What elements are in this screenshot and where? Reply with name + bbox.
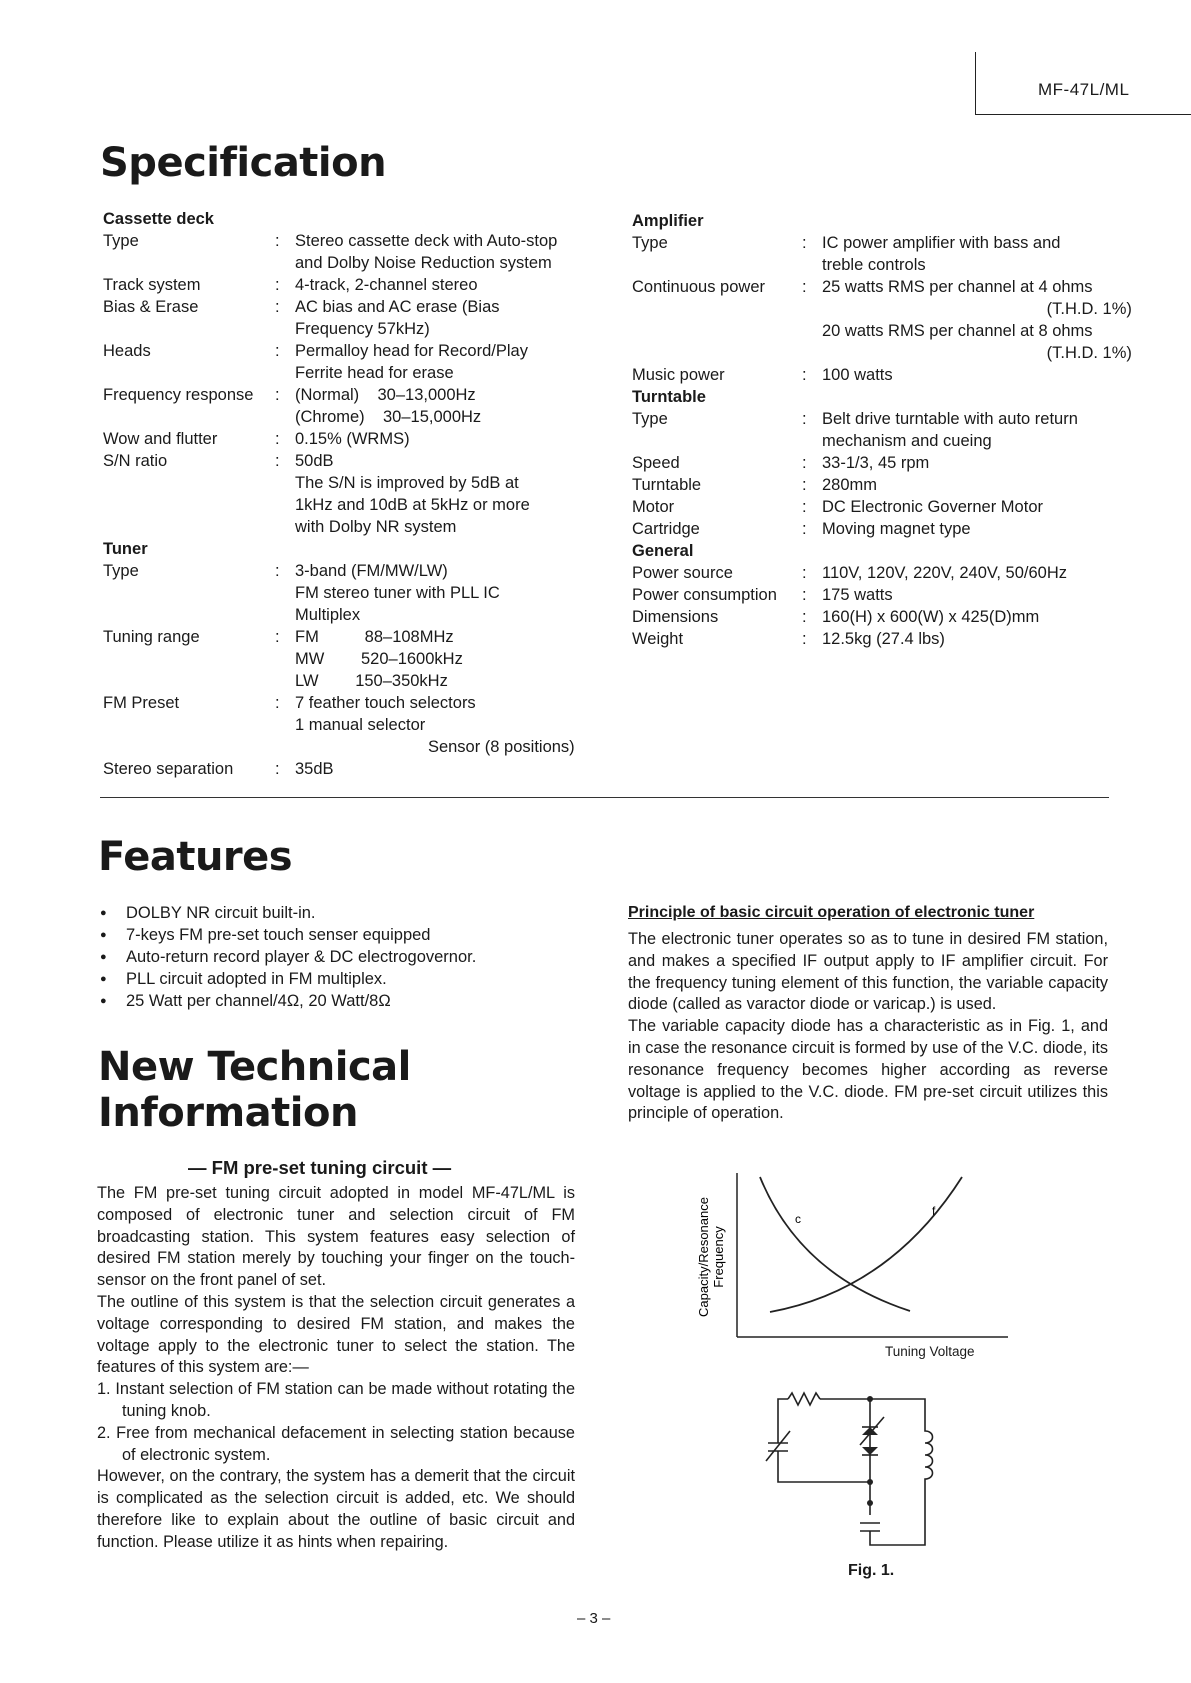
spec-section-heading — [632, 540, 1132, 562]
spec-colon: : — [802, 630, 807, 648]
spec-value-line: 100 watts — [822, 366, 893, 384]
model-number: MF-47L/ML — [1038, 80, 1130, 99]
tuning-circuit-schematic — [760, 1385, 960, 1555]
junction — [867, 1500, 873, 1506]
spec-value-line: (T.H.D. 1%) — [822, 300, 1132, 318]
y-axis-label-1: Capacity/Resonance — [696, 1197, 711, 1317]
spec-row — [632, 518, 1132, 540]
spec-value — [295, 626, 463, 692]
spec-value-line: (T.H.D. 1%) — [822, 344, 1132, 362]
principle-title: Principle of basic circuit operation of electronic tuner — [628, 904, 1035, 921]
fm-list-item: 2. Free from mechanical defacement in selecting station because of electronic system. — [97, 1423, 575, 1464]
spec-value-line: (Normal) 30–13,000Hz — [295, 386, 476, 404]
feature-item: ● Auto-return record player & DC electrogovernor. — [100, 946, 620, 968]
spec-value — [822, 606, 1039, 628]
spec-value-line: FM 88–108MHz — [295, 628, 454, 646]
spec-label: Turntable — [632, 476, 702, 494]
features-title: Features — [98, 834, 293, 880]
spec-value-line: 1 manual selector — [295, 716, 426, 734]
spec-label: FM Preset — [103, 694, 180, 712]
spec-row — [103, 560, 603, 626]
spec-value — [822, 584, 893, 606]
spec-value-line: 33-1/3, 45 rpm — [822, 454, 930, 472]
section-divider — [100, 797, 1109, 798]
spec-value-line: LW 150–350kHz — [295, 672, 448, 690]
spec-value-line: Stereo cassette deck with Auto-stop — [295, 232, 558, 250]
spec-value — [822, 408, 1078, 452]
diode-bottom — [862, 1447, 878, 1455]
spec-colon: : — [802, 366, 807, 384]
title-line-2: Information — [98, 1090, 358, 1136]
spec-value-line: 0.15% (WRMS) — [295, 430, 410, 448]
spec-label: Cassette deck — [103, 210, 214, 228]
spec-row — [103, 274, 603, 296]
spec-colon: : — [275, 232, 280, 250]
spec-label: Music power — [632, 366, 725, 384]
spec-colon: : — [275, 342, 280, 360]
spec-colon: : — [802, 608, 807, 626]
wire — [778, 1451, 870, 1482]
spec-label: General — [632, 542, 694, 560]
spec-right-column — [632, 210, 1132, 650]
spec-colon: : — [802, 278, 807, 296]
page-number: – 3 – — [577, 1610, 611, 1627]
spec-row — [632, 232, 1132, 276]
fm-paragraph: The FM pre-set tuning circuit adopted in model MF-47L/ML is composed of electronic tuner and selection circuit of FM broadcasting station. This system features easy selection of desired FM station merely by touching your finger on the touch-sensor on the front panel of set. — [97, 1184, 575, 1290]
spec-value-line: 4-track, 2-channel stereo — [295, 276, 478, 294]
new-technical-information-title — [98, 1044, 411, 1136]
spec-label: Track system — [103, 276, 201, 294]
spec-row — [103, 428, 603, 450]
spec-label: Type — [103, 562, 139, 580]
spec-value — [295, 230, 557, 274]
feature-item: ● PLL circuit adopted in FM multiplex. — [100, 968, 620, 990]
diode-top — [862, 1427, 878, 1435]
resistor — [788, 1393, 820, 1405]
spec-label: Tuner — [103, 540, 148, 558]
spec-row — [103, 626, 603, 692]
principle-paragraph: The variable capacity diode has a characteristic as in Fig. 1, and in case the resonance circuit is formed by use of the V.C. diode, its resonance frequency becomes higher according as reverse voltage is applied to the V.C. diode. FM pre-set circuit utilizes this principle of operation. — [628, 1017, 1108, 1123]
spec-row — [103, 296, 603, 340]
spec-colon: : — [802, 498, 807, 516]
spec-value — [295, 428, 410, 450]
spec-value — [295, 450, 530, 538]
spec-row — [103, 230, 603, 274]
fm-paragraph: The outline of this system is that the selection circuit generates a voltage corresponding to desired FM station, and makes the voltage apply to the electronic tuner to select the station. The features of this system are:— — [97, 1292, 575, 1377]
spec-value-line: and Dolby Noise Reduction system — [295, 254, 552, 272]
spec-row — [632, 474, 1132, 496]
spec-row — [632, 408, 1132, 452]
spec-value — [822, 276, 1132, 364]
spec-value-line: The S/N is improved by 5dB at — [295, 474, 519, 492]
spec-value-line: Moving magnet type — [822, 520, 971, 538]
fm-preset-subtitle: — FM pre-set tuning circuit — — [188, 1157, 452, 1178]
spec-label: Cartridge — [632, 520, 700, 538]
spec-colon: : — [802, 586, 807, 604]
spec-label: Continuous power — [632, 278, 765, 296]
spec-value-line: DC Electronic Governer Motor — [822, 498, 1043, 516]
spec-label: Frequency response — [103, 386, 254, 404]
spec-label: Weight — [632, 630, 684, 648]
spec-label: Motor — [632, 498, 675, 516]
spec-section-heading — [632, 386, 1132, 408]
spec-value-line: AC bias and AC erase (Bias — [295, 298, 500, 316]
specification-title: Specification — [100, 140, 387, 186]
wire — [820, 1399, 925, 1425]
spec-value-line: IC power amplifier with bass and — [822, 234, 1061, 252]
curve-f-label: f — [932, 1204, 936, 1218]
spec-row — [632, 584, 1132, 606]
spec-value — [822, 496, 1043, 518]
principle-paragraph: The electronic tuner operates so as to tune in desired FM station, and makes a specified IF output apply to IF amplifier circuit. For the frequency tuning element of this function, the variable capacity diode (called as varactor diode or varicap.) is used. — [628, 930, 1108, 1014]
spec-value-line: 3-band (FM/MW/LW) — [295, 562, 448, 580]
spec-row — [632, 364, 1132, 386]
spec-label: Amplifier — [632, 212, 704, 230]
spec-section-heading — [632, 210, 1132, 232]
spec-value-line: 50dB — [295, 452, 334, 470]
spec-value — [295, 560, 500, 626]
spec-label: S/N ratio — [103, 452, 168, 470]
spec-section-heading — [103, 208, 603, 230]
feature-item: ● 7-keys FM pre-set touch senser equipped — [100, 924, 620, 946]
spec-value-line: 20 watts RMS per channel at 8 ohms — [822, 322, 1093, 340]
junction — [867, 1479, 873, 1485]
spec-row — [103, 450, 603, 538]
spec-section-heading — [103, 538, 603, 560]
spec-label: Heads — [103, 342, 151, 360]
title-line-1: New Technical — [98, 1044, 411, 1090]
spec-value-line: 25 watts RMS per channel at 4 ohms — [822, 278, 1093, 296]
spec-colon: : — [275, 760, 280, 778]
spec-label: Speed — [632, 454, 680, 472]
capacitor — [860, 1523, 880, 1531]
spec-value — [822, 232, 1060, 276]
spec-label: Wow and flutter — [103, 430, 218, 448]
spec-row — [103, 692, 603, 758]
spec-value-line: 7 feather touch selectors — [295, 694, 476, 712]
wire — [870, 1485, 925, 1545]
spec-label: Dimensions — [632, 608, 719, 626]
spec-value — [822, 452, 929, 474]
spec-value-line: 12.5kg (27.4 lbs) — [822, 630, 945, 648]
spec-row — [103, 384, 603, 428]
inductor — [925, 1425, 933, 1485]
principle-text — [628, 929, 1108, 1125]
spec-label: Tuning range — [103, 628, 200, 646]
features-list — [100, 902, 620, 1012]
spec-colon: : — [275, 694, 280, 712]
spec-colon: : — [802, 476, 807, 494]
spec-row — [632, 276, 1132, 364]
spec-row — [632, 606, 1132, 628]
spec-row — [632, 562, 1132, 584]
feature-item: ● 25 Watt per channel/4Ω, 20 Watt/8Ω — [100, 990, 620, 1012]
spec-value-line: MW 520–1600kHz — [295, 650, 463, 668]
spec-value-line: (Chrome) 30–15,000Hz — [295, 408, 482, 426]
y-axis-label-2: Frequency — [711, 1226, 726, 1288]
spec-row — [632, 628, 1132, 650]
spec-colon: : — [802, 410, 807, 428]
feature-item: ● DOLBY NR circuit built-in. — [100, 902, 620, 924]
spec-value-line: Sensor (8 positions) — [295, 738, 575, 756]
spec-value-line: FM stereo tuner with PLL IC — [295, 584, 500, 602]
fm-list-item: 1. Instant selection of FM station can be made without rotating the tuning knob. — [97, 1380, 575, 1420]
spec-row — [103, 340, 603, 384]
spec-value — [295, 340, 528, 384]
spec-label: Bias & Erase — [103, 298, 199, 316]
spec-colon: : — [275, 386, 280, 404]
spec-colon: : — [275, 628, 280, 646]
spec-value — [822, 628, 945, 650]
spec-label: Type — [632, 410, 668, 428]
spec-value — [295, 274, 478, 296]
spec-colon: : — [275, 452, 280, 470]
spec-value-line: 280mm — [822, 476, 878, 494]
spec-label: Power consumption — [632, 586, 777, 604]
x-axis-label: Tuning Voltage — [885, 1344, 975, 1359]
spec-colon: : — [802, 234, 807, 252]
spec-row — [632, 452, 1132, 474]
spec-colon: : — [802, 564, 807, 582]
spec-colon: : — [275, 276, 280, 294]
spec-value — [295, 692, 575, 758]
spec-value-line: treble controls — [822, 256, 926, 274]
junction — [867, 1396, 873, 1402]
figure-caption: Fig. 1. — [848, 1562, 895, 1579]
fm-closing-paragraph: However, on the contrary, the system has a demerit that the circuit is complicated as the selection circuit is added, etc. We should therefore like to explain about the outline of basic circuit and function. Please utilize it as hints when repairing. — [97, 1467, 575, 1551]
spec-value — [822, 518, 971, 540]
spec-label: Type — [103, 232, 139, 250]
spec-row — [632, 496, 1132, 518]
spec-value-line: Permalloy head for Record/Play — [295, 342, 528, 360]
spec-value-line: 175 watts — [822, 586, 893, 604]
spec-value-line: 160(H) x 600(W) x 425(D)mm — [822, 608, 1040, 626]
spec-value — [295, 758, 334, 780]
spec-value-line: with Dolby NR system — [295, 518, 457, 536]
spec-label: Type — [632, 234, 668, 252]
spec-value — [295, 296, 500, 340]
spec-value-line: Belt drive turntable with auto return — [822, 410, 1078, 428]
fm-preset-text — [97, 1183, 575, 1554]
spec-colon: : — [275, 430, 280, 448]
spec-value-line: mechanism and cueing — [822, 432, 992, 450]
spec-value-line: 110V, 120V, 220V, 240V, 50/60Hz — [822, 564, 1067, 582]
spec-colon: : — [802, 520, 807, 538]
spec-value-line: 35dB — [295, 760, 334, 778]
spec-label: Turntable — [632, 388, 706, 406]
spec-value — [295, 384, 481, 428]
spec-value-line: 1kHz and 10dB at 5kHz or more — [295, 496, 530, 514]
spec-colon: : — [275, 298, 280, 316]
spec-row — [103, 758, 603, 780]
spec-value — [822, 474, 877, 496]
spec-value-line: Multiplex — [295, 606, 361, 624]
spec-left-column — [103, 208, 603, 780]
spec-value — [822, 562, 1067, 584]
characteristic-graph — [690, 1165, 1010, 1365]
curve-c-label: c — [795, 1212, 801, 1226]
spec-value — [822, 364, 893, 386]
spec-label: Power source — [632, 564, 733, 582]
spec-colon: : — [802, 454, 807, 472]
spec-value-line: Ferrite head for erase — [295, 364, 454, 382]
spec-value-line: Frequency 57kHz) — [295, 320, 430, 338]
spec-colon: : — [275, 562, 280, 580]
spec-label: Stereo separation — [103, 760, 234, 778]
